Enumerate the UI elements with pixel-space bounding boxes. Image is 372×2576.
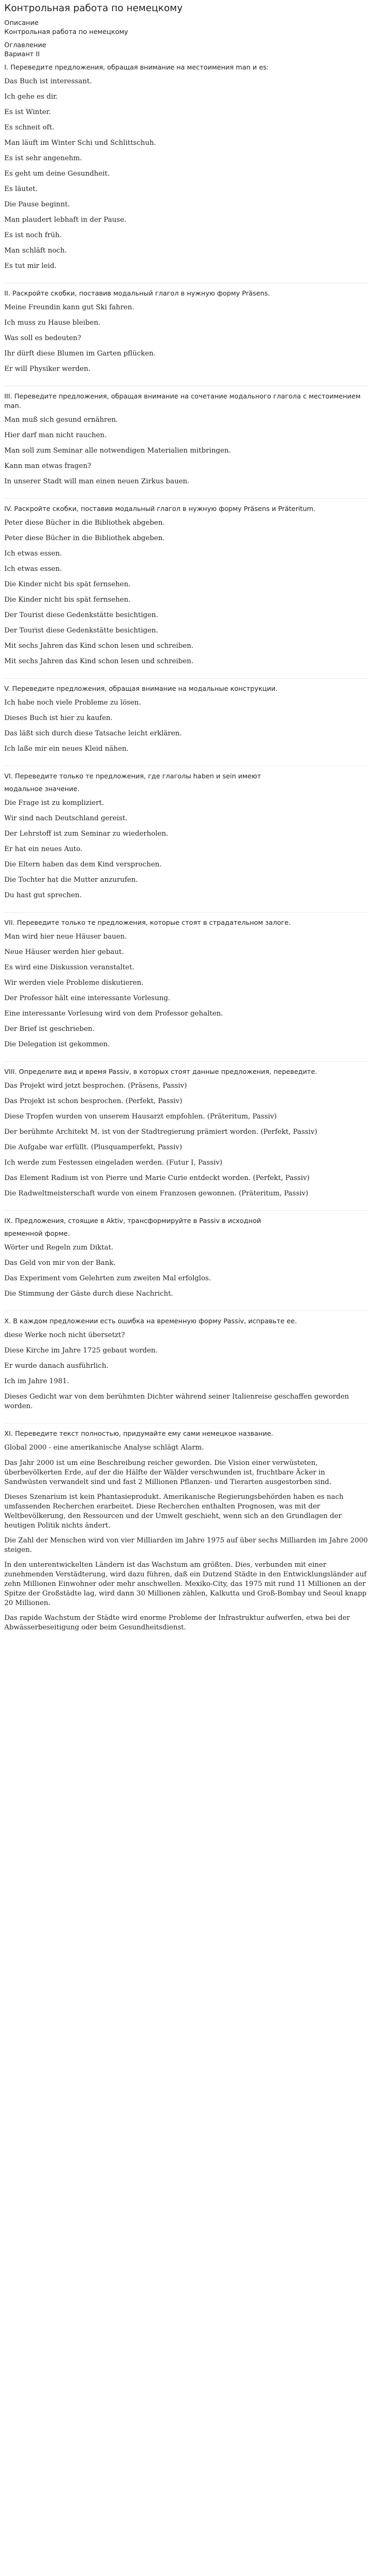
exercise-line: Kann man etwas fragen? xyxy=(4,462,91,470)
exercise-line: Die Radweltmeisterschaft wurde von einem Franzosen gewonnen. (Präteritum, Passiv) xyxy=(4,1190,308,1198)
exercise-task: V. Переведите предложения, обращая внимание на модальные конструкции. xyxy=(4,684,278,692)
exercise-line: diese Werke noch nicht übersetzt? xyxy=(4,1331,125,1339)
exercise-line: Man läuft im Winter Schi und Schlittschuh. xyxy=(4,139,157,147)
exercise-line: Wir werden viele Probleme diskutieren. xyxy=(4,979,144,987)
section-divider xyxy=(4,498,368,499)
exercise-task: VI. Переведите только те предложения, где глаголы haben и sein имеют xyxy=(4,772,261,780)
exercise-line: Die Frage ist zu kompliziert. xyxy=(4,799,105,807)
exercise-task: I. Переведите предложения, обращая внимание на местоимения man и es: xyxy=(4,63,269,71)
exercise-task: III. Переведите предложения, обращая внимание на сочетание модального глагола с местоимением man. xyxy=(4,392,361,410)
description-label: Описание xyxy=(4,19,39,27)
section-divider xyxy=(4,1423,368,1424)
exercise-line: Er wurde danach ausführlich. xyxy=(4,1362,109,1370)
exercise-line: Dieses Buch ist hier zu kaufen. xyxy=(4,714,113,722)
exercise-lines xyxy=(4,1443,368,1453)
exercise-line: Der Tourist diese Gedenkstätte besichtigen. xyxy=(4,611,159,619)
exercise-section xyxy=(4,504,368,666)
text-paragraph: In den unterentwickelten Ländern ist das Wachstum am größten. Dies, verbunden mit einer zunehmenden Verstädterung, wird dazu führen, daß ein Dutzend Städte in den Entwicklungsländer auf zehn Millionen Einwohner oder mehr anschwellen. Mexiko-City, das 1975 mit rund 11 Millionen an der Spitze der Großstädte lag, wird dann 30 Millionen zählen, Kalkutta und Groß-Bombay und Seoul knapp 20 Millionen. xyxy=(4,1561,367,1607)
exercise-task: VII. Переведите только те предложения, которые стоят в страдательном залоге. xyxy=(4,918,291,926)
exercise-section xyxy=(4,1316,368,1411)
exercise-line: Es wird eine Diskussion veranstaltet. xyxy=(4,964,135,972)
exercise-line: Er will Physiker werden. xyxy=(4,365,91,373)
exercise-line: Mit sechs Jahren das Kind schon lesen und schreiben. xyxy=(4,657,194,665)
text-paragraph: Das Jahr 2000 ist um eine Beschreibung reicher geworden. Die Vision einer verwüsteten, überbevölkerten Erde, auf der die Hälfte der Wälder verschwunden ist, fruchtbare Äcker in Sandwüsten verwandelt sind und fast 2 Millionen Pflanzen- und Tierarten ausgestorben sind. xyxy=(4,1459,332,1486)
exercise-line: Es ist Winter. xyxy=(4,108,51,116)
exercise-line: Wörter und Regeln zum Diktat. xyxy=(4,1244,114,1252)
exercise-line: Die Stimmung der Gäste durch diese Nachricht. xyxy=(4,1290,174,1298)
exercise-lines xyxy=(4,1331,368,1411)
sections-container xyxy=(4,63,368,1633)
exercise-line: Der Lehrstoff ist zum Seminar zu wiederholen. xyxy=(4,830,169,838)
exercise-line: Es ist sehr angenehm. xyxy=(4,154,82,162)
exercise-section xyxy=(4,63,368,271)
exercise-line: Eine interessante Vorlesung wird von dem Professor gehalten. xyxy=(4,1010,223,1018)
exercise-section xyxy=(4,1067,368,1199)
exercise-section xyxy=(4,1216,368,1299)
text-paragraph: Dieses Szenarium ist kein Phantasieprodukt. Amerikanische Regierungsbehörden haben es nach umfassenden Recherchen erarbeitet. Diese Recherchen enthalten Prognosen, was mit der Weltbevölkerung, den Ressourcen und der Umwelt geschieht, wenn sich an den Grundlagen der heutigen Politik nichts ändert. xyxy=(4,1493,344,1530)
exercise-lines xyxy=(4,303,368,374)
exercise-line: Peter diese Bücher in die Bibliothek abgeben. xyxy=(4,519,165,527)
toc-label: Оглавление xyxy=(4,41,47,49)
exercise-line: Die Delegation ist gekommen. xyxy=(4,1040,110,1048)
exercise-line: Ich habe noch viele Probleme zu lösen. xyxy=(4,699,141,707)
exercise-line: Neue Häuser werden hier gebaut. xyxy=(4,948,124,956)
exercise-line: Das Projekt ist schon besprochen. (Perfekt, Passiv) xyxy=(4,1097,183,1105)
exercise-line: Du hast gut sprechen. xyxy=(4,891,82,899)
exercise-line: In unserer Stadt will man einen neuen Zirkus bauen. xyxy=(4,478,190,485)
exercise-lines xyxy=(4,799,368,900)
exercise-line: Der berühmte Architekt M. ist von der Stadtregierung prämiert worden. (Perfekt, Passiv) xyxy=(4,1128,317,1136)
exercise-line: Mit sechs Jahren das Kind schon lesen und schreiben. xyxy=(4,642,194,650)
exercise-line: Ich laße mir ein neues Kleid nähen. xyxy=(4,745,129,753)
exercise-line: Global 2000 - eine amerikanische Analyse schlägt Alarm. xyxy=(4,1444,204,1452)
text-paragraph: Das rapide Wachstum der Städte wird enorme Probleme der Infrastruktur aufwerfen, etwa bei der Abwässerbeseitigung oder beim Gesundheitsdienst. xyxy=(4,1614,350,1632)
exercise-task-continued: модальное значение. xyxy=(4,785,80,793)
exercise-line: Die Kinder nicht bis spät fernsehen. xyxy=(4,596,131,604)
exercise-lines xyxy=(4,932,368,1050)
exercise-line: Man wird hier neue Häuser bauen. xyxy=(4,933,127,941)
exercise-section xyxy=(4,771,368,900)
exercise-line: Das Element Radium ist von Pierre und Marie Curie entdeckt worden. (Perfekt, Passiv) xyxy=(4,1174,310,1182)
exercise-task: X. В каждом предложении есть ошибка на временную форму Passiv, исправьте ее. xyxy=(4,1317,297,1325)
exercise-task: XI. Переведите текст полностью, придумайте ему сами немецкое название. xyxy=(4,1429,273,1437)
section-divider xyxy=(4,912,368,913)
exercise-line: Er hat ein neues Auto. xyxy=(4,845,83,853)
exercise-line: Das Experiment vom Gelehrten zum zweiten Mal erfolglos. xyxy=(4,1274,211,1282)
exercise-lines xyxy=(4,415,368,487)
exercise-line: Ich etwas essen. xyxy=(4,565,62,573)
exercise-line: Diese Kirche im Jahre 1725 gebaut worden. xyxy=(4,1347,158,1355)
exercise-line: Die Eltern haben das dem Kind versprochen. xyxy=(4,861,162,869)
exercise-lines xyxy=(4,1081,368,1199)
exercise-line: Die Pause beginnt. xyxy=(4,201,70,209)
exercise-line: Man schläft noch. xyxy=(4,247,67,255)
exercise-section xyxy=(4,1429,368,1633)
exercise-line: Hier darf man nicht rauchen. xyxy=(4,431,107,439)
exercise-line: Die Kinder nicht bis spät fernsehen. xyxy=(4,580,131,588)
text-paragraph: Die Zahl der Menschen wird von vier Milliarden im Jahre 1975 auf über sechs Milliarden im Jahre 2000 steigen. xyxy=(4,1537,368,1554)
exercise-line: Es ist noch früh. xyxy=(4,231,62,239)
exercise-line: Wir sind nach Deutschland gereist. xyxy=(4,814,128,822)
exercise-section xyxy=(4,918,368,1050)
exercise-lines xyxy=(4,518,368,666)
exercise-lines xyxy=(4,77,368,271)
exercise-section xyxy=(4,684,368,754)
section-divider xyxy=(4,678,368,679)
exercise-line: Der Tourist diese Gedenkstätte besichtigen. xyxy=(4,627,159,635)
exercise-line: Ich im Jahre 1981. xyxy=(4,1377,70,1385)
exercise-line: Es tut mir leid. xyxy=(4,262,57,270)
exercise-line: Diese Tropfen wurden von unserem Hausarzt empfohlen. (Präteritum, Passiv) xyxy=(4,1113,277,1121)
exercise-line: Dieses Gedicht war von dem berühmten Dichter während seiner Italienreise geschaffen geworden worden. xyxy=(4,1393,349,1410)
exercise-task: VIII. Определите вид и время Passiv, в которых стоят данные предложения, переведите. xyxy=(4,1068,317,1075)
exercise-line: Der Brief ist geschrieben. xyxy=(4,1025,95,1033)
variant-label: Вариант II xyxy=(4,50,40,58)
exercise-line: Man muß sich gesund ernähren. xyxy=(4,416,118,424)
page-title: Контрольная работа по немецкому xyxy=(4,3,183,14)
exercise-line: Es läutet. xyxy=(4,185,38,193)
exercise-task: IV. Раскройте скобки, поставив модальный глагол в нужную форму Präsens и Präteritum. xyxy=(4,505,316,513)
exercise-task: IX. Предложения, стоящие в Aktiv, трансформируйте в Passiv в исходной xyxy=(4,1217,261,1225)
exercise-line: Es schneit oft. xyxy=(4,124,55,132)
exercise-task: II. Раскройте скобки, поставив модальный глагол в нужную форму Präsens. xyxy=(4,289,270,297)
exercise-lines xyxy=(4,698,368,754)
exercise-line: Es geht um deine Gesundheit. xyxy=(4,170,110,178)
exercise-section xyxy=(4,392,368,487)
exercise-line: Die Aufgabe war erfüllt. (Plusquamperfekt, Passiv) xyxy=(4,1143,183,1151)
exercise-line: Die Tochter hat die Mutter anzurufen. xyxy=(4,876,138,884)
exercise-line: Ich muss zu Hause bleiben. xyxy=(4,319,101,327)
exercise-line: Man plaudert lebhaft in der Pause. xyxy=(4,216,127,224)
exercise-task-continued: временной форме. xyxy=(4,1229,70,1237)
exercise-section xyxy=(4,289,368,374)
exercise-line: Meine Freundin kann gut Ski fahren. xyxy=(4,303,134,311)
exercise-line: Ich gehe es dir. xyxy=(4,93,58,101)
exercise-line: Man soll zum Seminar alle notwendigen Materialien mitbringen. xyxy=(4,447,231,455)
exercise-line: Peter diese Bücher in die Bibliothek abgeben. xyxy=(4,534,165,542)
exercise-line: Ihr dürft diese Blumen im Garten pflücken. xyxy=(4,350,156,358)
section-divider xyxy=(4,1061,368,1062)
exercise-line: Das Buch ist interessant. xyxy=(4,77,92,85)
exercise-line: Der Professor hält eine interessante Vorlesung. xyxy=(4,994,170,1002)
description-text: Контрольная работа по немецкому xyxy=(4,28,128,36)
exercise-line: Das Geld von mir von der Bank. xyxy=(4,1259,116,1267)
exercise-line: Ich werde zum Festessen eingeladen werden. (Futur I, Passiv) xyxy=(4,1159,222,1167)
section-divider xyxy=(4,1210,368,1211)
exercise-line: Was soll es bedeuten? xyxy=(4,334,81,342)
exercise-lines xyxy=(4,1243,368,1299)
exercise-line: Das Projekt wird jetzt besprochen. (Präsens, Passiv) xyxy=(4,1082,187,1090)
exercise-line: Das läßt sich durch diese Tatsache leicht erklären. xyxy=(4,730,182,738)
exercise-line: Ich etwas essen. xyxy=(4,550,62,558)
